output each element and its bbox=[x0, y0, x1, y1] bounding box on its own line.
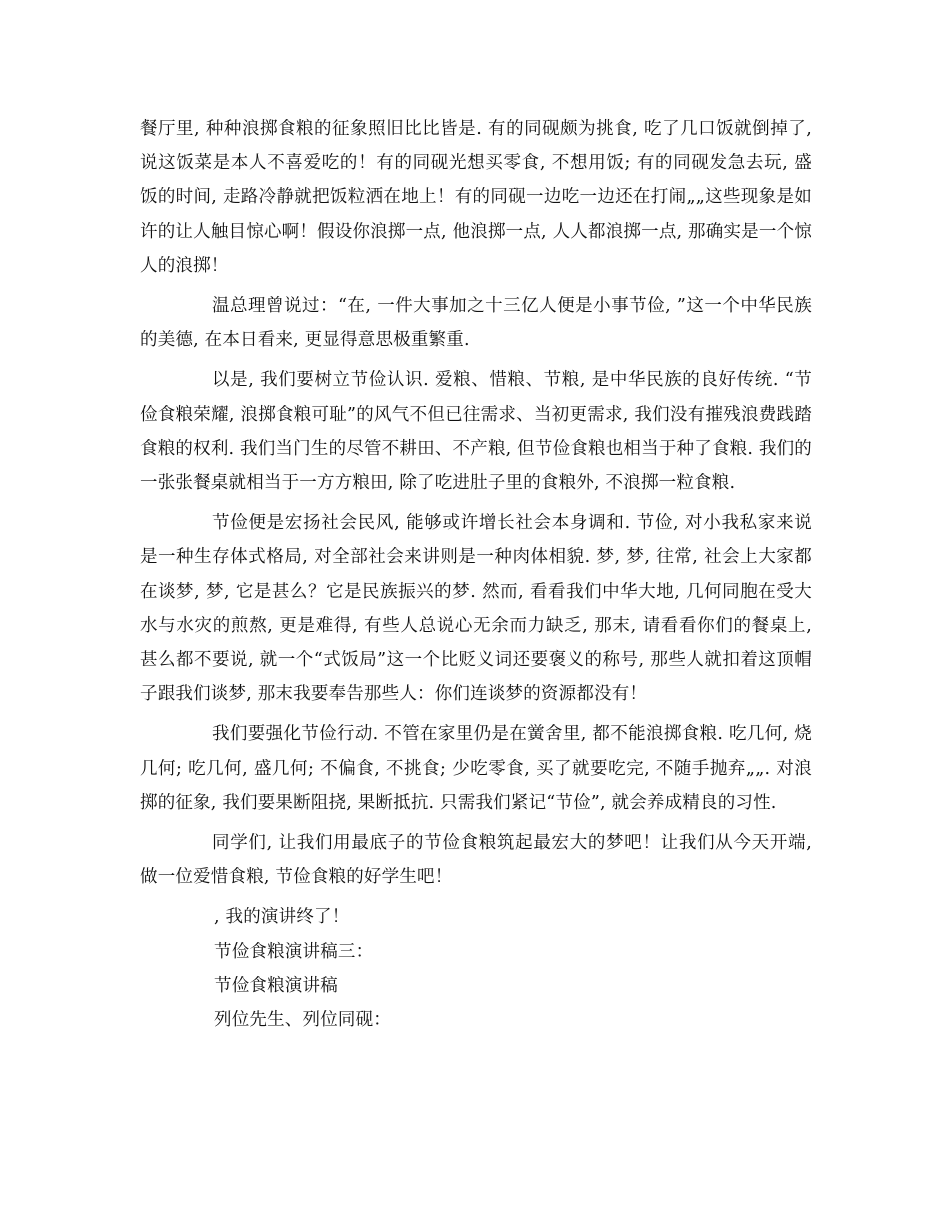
paragraph-premier-quote: 温总理曾说过：“在, 一件大事加之十三亿人便是小事节俭, ”这一个中华民族的美德, 在本日看来, 更显得意思极重繁重. bbox=[140, 296, 812, 351]
section-heading-three: 节俭食粮演讲稿三： bbox=[214, 941, 374, 962]
paragraph-social-customs: 节俭便是宏扬社会民风, 能够或许增长社会本身调和. 节俭, 对小我私家来说是一种生存体式格局, 对全部社会来讲则是一种肉体相貌. 梦, 梦, 往常, 社会上大家都在谈梦, 梦, 它是甚么？它是民族振兴的梦. 然而, 看看我们中华大地, 几何同胞在受大水与水灾的煎熬, 更是难得, 有些人总说心无余而力缺乏, 那末, 请看看你们的餐桌上, 甚么都不要说, 就一个“式饭局”这一个比贬义词还要褒义的称号, 那些人就扣着这顶帽子跟我们谈梦, 那末我要奉告那些人：你们连谈梦的资源都没有！ bbox=[140, 513, 812, 705]
paragraph-waste-in-canteen: 餐厅里, 种种浪掷食粮的征象照旧比比皆是. 有的同砚颇为挑食, 吃了几口饭就倒掉了, 说这饭菜是本人不喜爱吃的！有的同砚光想买零食, 不想用饭; 有的同砚发急去玩, 盛饭的时间, 走路冷静就把饭粒洒在地上！有的同砚一边吃一边还在打闹„„这些现象是如许的让人触目惊心啊！假设你浪掷一点, 他浪掷一点, 人人都浪掷一点, 那确实是一个惊人的浪掷！ bbox=[140, 119, 812, 276]
paragraph-action: 我们要强化节俭行动. 不管在家里仍是在黉舍里, 都不能浪掷食粮. 吃几何, 烧几何; 吃几何, 盛几何; 不偏食, 不挑食; 少吃零食, 买了就要吃完, 不随手抛弃„„. 对浪掷的征象, 我们要果断阻挠, 果断抵抗. 只需我们紧记“节俭”, 就会养成精良的习性. bbox=[140, 724, 812, 813]
paragraph-call-to-action: 同学们, 让我们用最底子的节俭食粮筑起最宏大的梦吧！让我们从今天开端, 做一位爱惜食粮, 节俭食粮的好学生吧！ bbox=[140, 833, 812, 888]
speech-title: 节俭食粮演讲稿 bbox=[214, 975, 338, 996]
speech-end-line: , 我的演讲终了！ bbox=[214, 907, 350, 928]
paragraph-awareness: 以是, 我们要树立节俭认识. 爱粮、惜粮、节粮, 是中华民族的良好传统. “节俭食粮荣耀, 浪掷食粮可耻”的风气不但已往需求、当初更需求, 我们没有摧残浪费践踏食粮的权利. 我们当门生的尽管不耕田、不产粮, 但节俭食粮也相当于种了食粮. 我们的一张张餐桌就相当于一方方粮田, 除了吃进肚子里的食粮外, 不浪掷一粒食粮. bbox=[140, 370, 812, 494]
salutation-line: 列位先生、列位同砚： bbox=[214, 1010, 391, 1031]
document-body bbox=[140, 112, 812, 1037]
